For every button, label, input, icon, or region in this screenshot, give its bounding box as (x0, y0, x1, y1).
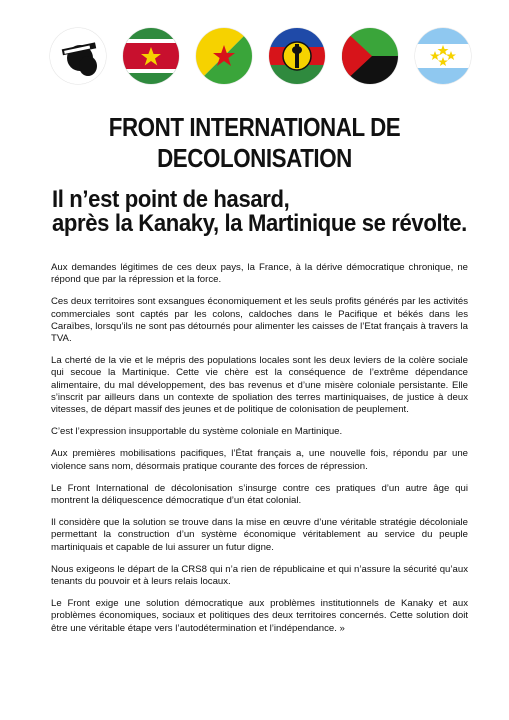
paragraph: Le Front exige une solution démocratique aux problèmes institutionnels de Kanaky et aux problèmes économiques, sociaux et politiques des deux territoires concernés. Cette solution doit être une véritable étape vers l’autodétermination et l’indépendance. » (51, 598, 468, 634)
paragraph: La cherté de la vie et le mépris des populations locales sont les deux leviers de la colère sociale qui secoue la Martinique. Cette vie chère est la conséquence de l’extrême dépendance alimentaire, du mal développement, des bas revenus et d’une misère coloniale persistante. Elle s’inscrit par ailleurs dans un contexte de spoliation des terres martiniquaises, de justice à deux vitesses, de départ massif des jeunes et de politique de colonisation de peuplement. (51, 355, 468, 416)
paragraph: C’est l’expression insupportable du système coloniale en Martinique. (51, 426, 343, 438)
guadeloupe-flag-icon (415, 28, 471, 84)
paragraph: Nous exigeons le départ de la CRS8 qui n’a rien de républicaine et qui n’assure la sécurité qu’aux tenants du pouvoir et à leurs relais locaux. (51, 563, 468, 588)
guyane-flag-icon (196, 28, 252, 84)
kanaky-flag-icon (269, 28, 325, 84)
paragraph: Le Front International de décolonisation s’insurge contre ces pratiques d’un autre âge qui montrent la déliquescence démocratique d’un état colonial. (51, 482, 468, 507)
martinique-flag-icon (342, 28, 398, 84)
article-title (52, 186, 467, 237)
title-line-1: Il n’est point de hasard, (52, 186, 290, 213)
paragraph: Aux premières mobilisations pacifiques, l’État français a, une nouvelle fois, répondu par une violence sans nom, désormais pratique courante des forces de répression. (51, 448, 468, 472)
paragraph: Aux demandes légitimes de ces deux pays, la France, à la dérive démocratique chronique, ne répond que par la répression et la force. (51, 262, 468, 286)
organization-headline: FRONT INTERNATIONAL DE DECOLONISATION (108, 112, 401, 173)
title-line-2: après la Kanaky, la Martinique se révolte. (52, 210, 467, 237)
suriname-flag-icon (123, 28, 179, 84)
article-body (51, 262, 468, 645)
flag-row (50, 28, 470, 88)
paragraph: Ces deux territoires sont exsangues économiquement et les seuls profits générés par les activités commerciales sont captés par les colons, caldoches dans le Pacifique et békés dans les Caraïbes, lorsqu’ils ne sont pas détournés pour alimenter les caisses de l’Etat français à travers la TVA. (51, 296, 468, 345)
paragraph: Il considère que la solution se trouve dans la mise en œuvre d’une véritable stratégie décoloniale permettant la construction d’un système économique véritablement au service du peuple martiniquais et capable de lui assurer un futur digne. (51, 517, 468, 553)
corsica-flag-icon (50, 28, 106, 84)
